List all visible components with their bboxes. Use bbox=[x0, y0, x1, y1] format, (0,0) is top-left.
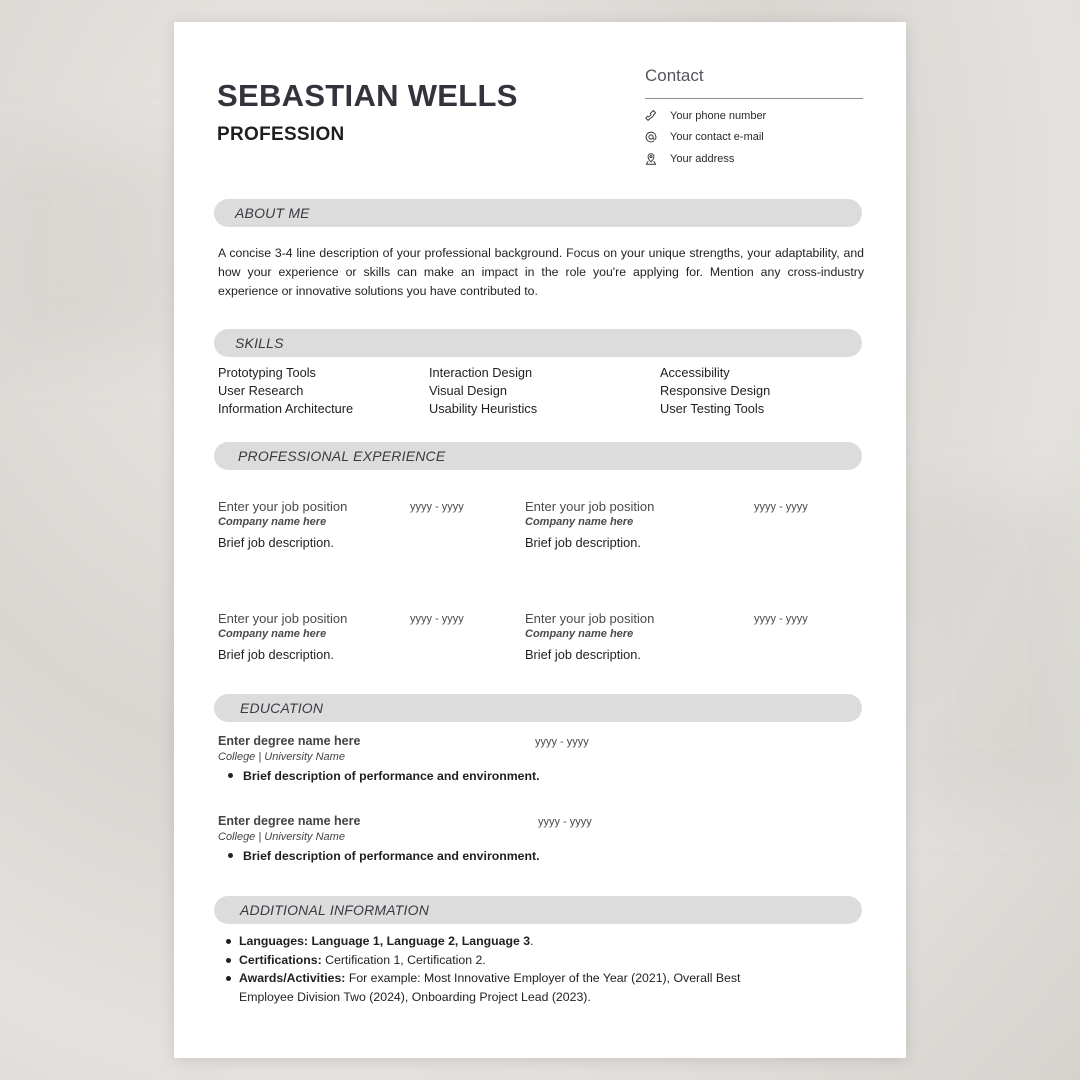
bullet-dot bbox=[228, 773, 233, 778]
contact-phone-text: Your phone number bbox=[670, 110, 767, 122]
resume-page bbox=[174, 22, 906, 1058]
education-dates: yyyy - yyyy bbox=[538, 816, 592, 828]
bullet-dot bbox=[228, 853, 233, 858]
education-section-header bbox=[214, 694, 862, 722]
job-description: Brief job description. bbox=[525, 535, 641, 550]
contact-email-text: Your contact e-mail bbox=[670, 131, 764, 143]
job-position: Enter your job position bbox=[218, 499, 348, 514]
job-description: Brief job description. bbox=[525, 647, 641, 662]
additional-trailing: . bbox=[530, 934, 534, 948]
skill-item: Usability Heuristics bbox=[429, 401, 538, 416]
skill-item: Interaction Design bbox=[429, 365, 533, 380]
additional-text: Language 1, Language 2, Language 3 bbox=[311, 934, 531, 948]
skills-section-header bbox=[214, 329, 862, 357]
contact-phone bbox=[644, 107, 766, 125]
education-bullet-text: Brief description of performance and environment. bbox=[243, 849, 540, 863]
degree-name: Enter degree name here bbox=[218, 734, 361, 748]
background-shadow bbox=[900, 500, 1080, 800]
about-heading: ABOUT ME bbox=[235, 205, 310, 221]
additional-label: Awards/Activities: bbox=[239, 971, 346, 985]
job-dates: yyyy - yyyy bbox=[410, 501, 464, 513]
additional-text: Certification 1, Certification 2. bbox=[325, 952, 486, 967]
additional-section-header bbox=[214, 896, 862, 924]
at-icon bbox=[644, 130, 658, 144]
education-bullet bbox=[228, 769, 540, 783]
contact-divider bbox=[645, 98, 863, 99]
degree-name: Enter degree name here bbox=[218, 814, 361, 828]
education-bullet bbox=[228, 849, 540, 863]
skills-heading: SKILLS bbox=[235, 335, 284, 351]
school-name: College | University Name bbox=[218, 751, 345, 763]
bullet-dot bbox=[226, 939, 231, 944]
additional-heading: ADDITIONAL INFORMATION bbox=[240, 902, 430, 918]
education-bullet-text: Brief description of performance and environment. bbox=[243, 769, 540, 783]
candidate-name: SEBASTIAN WELLS bbox=[217, 78, 518, 113]
skill-item: User Research bbox=[218, 383, 304, 398]
phone-icon bbox=[644, 109, 658, 123]
job-dates: yyyy - yyyy bbox=[754, 501, 808, 513]
education-dates: yyyy - yyyy bbox=[535, 736, 589, 748]
profession-title: PROFESSION bbox=[217, 124, 345, 145]
job-description: Brief job description. bbox=[218, 647, 334, 662]
additional-item bbox=[226, 969, 787, 1006]
job-company: Company name here bbox=[218, 628, 327, 640]
job-dates: yyyy - yyyy bbox=[754, 613, 808, 625]
contact-email bbox=[644, 128, 764, 146]
about-text: A concise 3-4 line description of your professional background. Focus on your unique strengths, your adaptability, and how your experience or skills can make an impact in the role you're applying for. Mention any cross-industry experience or innovative solutions you have contributed to. bbox=[218, 246, 864, 298]
contact-address-text: Your address bbox=[670, 153, 735, 165]
job-dates: yyyy - yyyy bbox=[410, 613, 464, 625]
contact-address bbox=[644, 150, 734, 168]
additional-text: For example: Most Innovative Employer of the Year (2021), Overall Best Employee Division Two (2024), Onboarding Project Lead (2023). bbox=[239, 971, 741, 1004]
school-name: College | University Name bbox=[218, 831, 345, 843]
additional-item bbox=[226, 932, 826, 951]
experience-section-header bbox=[214, 442, 862, 470]
job-position: Enter your job position bbox=[525, 611, 655, 626]
job-company: Company name here bbox=[218, 516, 327, 528]
skill-item: Visual Design bbox=[429, 383, 508, 398]
experience-heading: PROFESSIONAL EXPERIENCE bbox=[238, 448, 446, 464]
bullet-dot bbox=[226, 976, 231, 981]
job-description: Brief job description. bbox=[218, 535, 334, 550]
job-position: Enter your job position bbox=[525, 499, 655, 514]
skill-item: Responsive Design bbox=[660, 383, 771, 398]
additional-label: Certifications: bbox=[239, 952, 322, 967]
skill-item: Information Architecture bbox=[218, 401, 354, 416]
skill-item: Prototyping Tools bbox=[218, 365, 316, 380]
background-shadow bbox=[0, 150, 200, 350]
bullet-dot bbox=[226, 958, 231, 963]
skill-item: User Testing Tools bbox=[660, 401, 765, 416]
job-company: Company name here bbox=[525, 628, 634, 640]
additional-item bbox=[226, 951, 826, 970]
skill-item: Accessibility bbox=[660, 365, 730, 380]
job-company: Company name here bbox=[525, 516, 634, 528]
job-position: Enter your job position bbox=[218, 611, 348, 626]
additional-label: Languages: bbox=[239, 934, 309, 948]
education-heading: EDUCATION bbox=[240, 700, 324, 716]
additional-list bbox=[226, 932, 826, 1006]
contact-heading: Contact bbox=[645, 66, 704, 85]
about-section-header bbox=[214, 199, 862, 227]
location-pin-icon bbox=[644, 152, 658, 166]
